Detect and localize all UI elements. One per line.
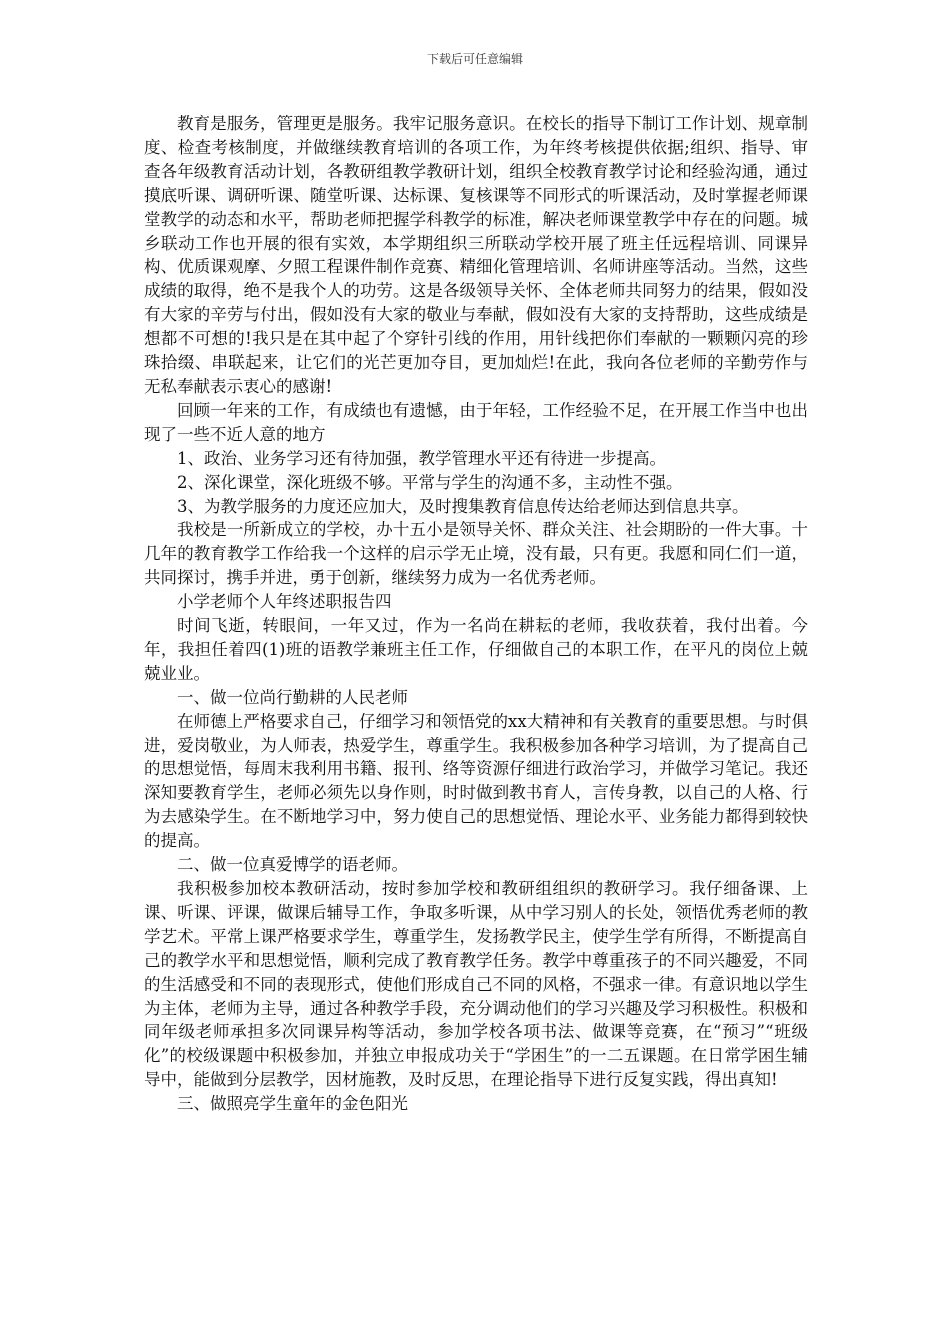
section-heading-1: 一、做一位尚行勤耕的人民老师 [177,687,408,707]
list-item-1: 1、政治、业务学习还有待加强，教学管理水平还有待进一步提高。 [177,448,666,468]
paragraph-school: 我校是一所新成立的学校，办十五小是领导关怀、群众关注、社会期盼的一件大事。十几年的教育教学工作给我一个这样的启示学无止境，没有最，只有更。我愿和同仁们一道，共同探讨，携手并进，勇于创新，继续努力成为一名优秀老师。 [144,520,808,588]
paragraph-intro: 时间飞逝，转眼间，一年又过，作为一名尚在耕耘的老师，我收获着，我付出着。今年，我担任着四(1)班的语教学兼班主任工作，仔细做自己的本职工作，在平凡的岗位上兢兢业业。 [144,616,808,683]
paragraph-review: 回顾一年来的工作，有成绩也有遗憾，由于年轻，工作经验不足，在开展工作当中也出现了一些不近人意的地方 [144,400,808,444]
section-title-report-four: 小学老师个人年终述职报告四 [177,592,392,612]
page-header: 下载后可任意编辑 [426,52,523,66]
section-heading-3: 三、做照亮学生童年的金色阳光 [177,1094,408,1114]
paragraph-service-work: 教育是服务，管理更是服务。我牢记服务意识。在校长的指导下制订工作计划、规章制度、检查考核制度，并做继续教育培训的各项工作，为年终考核提供依据;组织、指导、审查各年级教育活动计划，各教研组教学教研计划，组织全校教育教学讨论和经验沟通，通过摸底听课、调研听课、随堂听课、达标课、复核课等不同形式的听课活动，及时掌握老师课堂教学的动态和水平，帮助老师把握学科教学的标准，解决老师课堂教学中存在的问题。城乡联动工作也开展的很有实效，本学期组织三所联动学校开展了班主任远程培训、同课异构、优质课观摩、夕照工程课件制作竞赛、精细化管理培训、名师讲座等活动。当然，这些成绩的取得，绝不是我个人的功劳。这是各级领导关怀、全体老师共同努力的结果，假如没有大家的辛劳与付出，假如没有大家的敬业与奉献，假如没有大家的支持帮助，这些成绩是想都不可想的!我只是在其中起了个穿针引线的作用，用针线把你们奉献的一颗颗闪亮的珍珠拾缀、串联起来，让它们的光芒更加夺目，更加灿烂!在此，我向各位老师的辛勤劳作与无私奉献表示衷心的感谢! [144,114,808,396]
document-body [144,112,808,1116]
section-heading-2: 二、做一位真爱博学的语老师。 [177,855,408,875]
paragraph-ethics: 在师德上严格要求自己，仔细学习和领悟党的xx大精神和有关教育的重要思想。与时俱进，爱岗敬业，为人师表，热爱学生，尊重学生。我积极参加各种学习培训，为了提高自己的思想觉悟，每周末我利用书籍、报刊、络等资源仔细进行政治学习，并做学习笔记。我还深知要教育学生，老师必须先以身作则，时时做到教书育人，言传身教，以自己的人格、行为去感染学生。在不断地学习中，努力使自己的思想觉悟、理论水平、业务能力都得到较快的提高。 [144,711,808,851]
list-item-2: 2、深化课堂，深化班级不够。平常与学生的沟通不多，主动性不强。 [177,472,683,492]
list-item-3: 3、为教学服务的力度还应加大，及时搜集教育信息传达给老师达到信息共享。 [177,496,749,516]
paragraph-teaching: 我积极参加校本教研活动，按时参加学校和教研组组织的教研学习。我仔细备课、上课、听课、评课，做课后辅导工作，争取多听课，从中学习别人的长处，领悟优秀老师的教学艺术。平常上课严格要求学生，尊重学生，发扬教学民主，使学生学有所得，不断提高自己的教学水平和思想觉悟，顺利完成了教育教学任务。教学中尊重孩子的不同兴趣爱，不同的生活感受和不同的表现形式，使他们形成自己不同的风格，不强求一律。有意识地以学生为主体，老师为主导，通过各种教学手段，充分调动他们的学习兴趣及学习积极性。积极和同年级老师承担多次同课异构等活动，参加学校各项书法、做课等竞赛，在“预习”“班级化”的校级课题中积极参加，并独立申报成功关于“学困生”的一二五课题。在日常学困生辅导中，能做到分层教学，因材施教，及时反思，在理论指导下进行反复实践，得出真知! [144,879,808,1090]
